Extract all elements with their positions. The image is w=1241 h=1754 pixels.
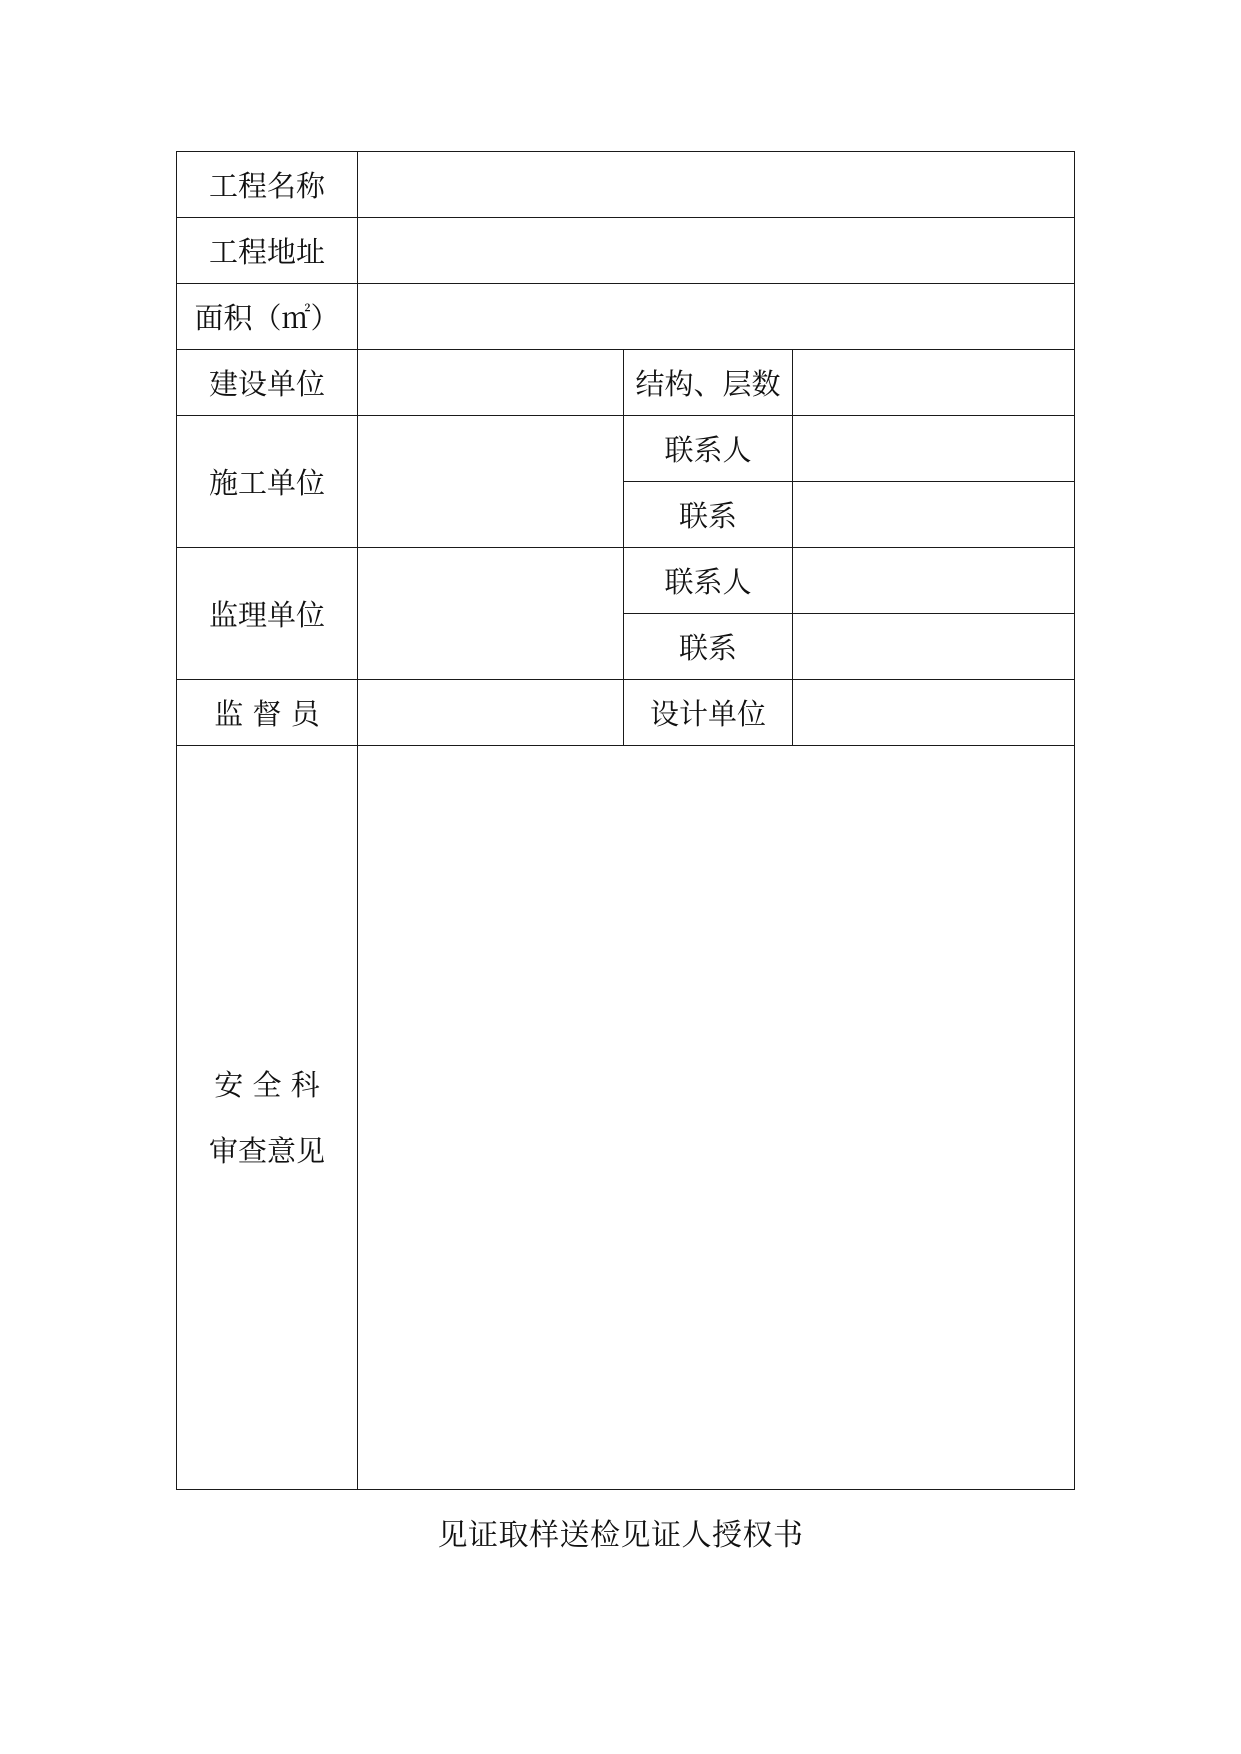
supervisor-unit-label: 监理单位: [177, 548, 358, 680]
builder-label: 建设单位: [177, 350, 358, 416]
row-safety-opinion: [177, 746, 1075, 1490]
supervisor-contact-field[interactable]: [793, 548, 1075, 614]
project-address-label: 工程地址: [177, 218, 358, 284]
supervisor-unit-field[interactable]: [358, 548, 624, 680]
area-label: 面积（㎡）: [177, 284, 358, 350]
row-inspector: [177, 680, 1075, 746]
structure-field[interactable]: [793, 350, 1075, 416]
project-name-label: 工程名称: [177, 152, 358, 218]
project-name-field[interactable]: [358, 152, 1075, 218]
safety-opinion-label-line1: 安 全 科: [214, 1067, 320, 1102]
safety-opinion-label: [177, 746, 358, 1490]
supervisor-phone-field[interactable]: [793, 614, 1075, 680]
contractor-contact-field[interactable]: [793, 416, 1075, 482]
authorization-title: 见证取样送检见证人授权书: [437, 1518, 804, 1553]
contractor-field[interactable]: [358, 416, 624, 548]
contractor-contact-label: 联系人: [624, 416, 793, 482]
inspector-label: 监 督 员: [177, 680, 358, 746]
design-unit-field[interactable]: [793, 680, 1075, 746]
safety-opinion-field[interactable]: [358, 746, 1075, 1490]
supervisor-phone-label: 联系: [624, 614, 793, 680]
row-contractor-contact: [177, 416, 1075, 482]
inspector-field[interactable]: [358, 680, 624, 746]
row-area: [177, 284, 1075, 350]
structure-label: 结构、层数: [624, 350, 793, 416]
contractor-phone-field[interactable]: [793, 482, 1075, 548]
row-project-address: [177, 218, 1075, 284]
design-unit-label: 设计单位: [624, 680, 793, 746]
row-project-name: [177, 152, 1075, 218]
contractor-phone-label: 联系: [624, 482, 793, 548]
row-supervisor-contact: [177, 548, 1075, 614]
project-info-table: [176, 151, 1075, 1490]
builder-field[interactable]: [358, 350, 624, 416]
project-address-field[interactable]: [358, 218, 1075, 284]
row-builder: [177, 350, 1075, 416]
supervisor-contact-label: 联系人: [624, 548, 793, 614]
area-field[interactable]: [358, 284, 1075, 350]
contractor-label: 施工单位: [177, 416, 358, 548]
safety-opinion-label-line2: 审查意见: [208, 1133, 325, 1168]
